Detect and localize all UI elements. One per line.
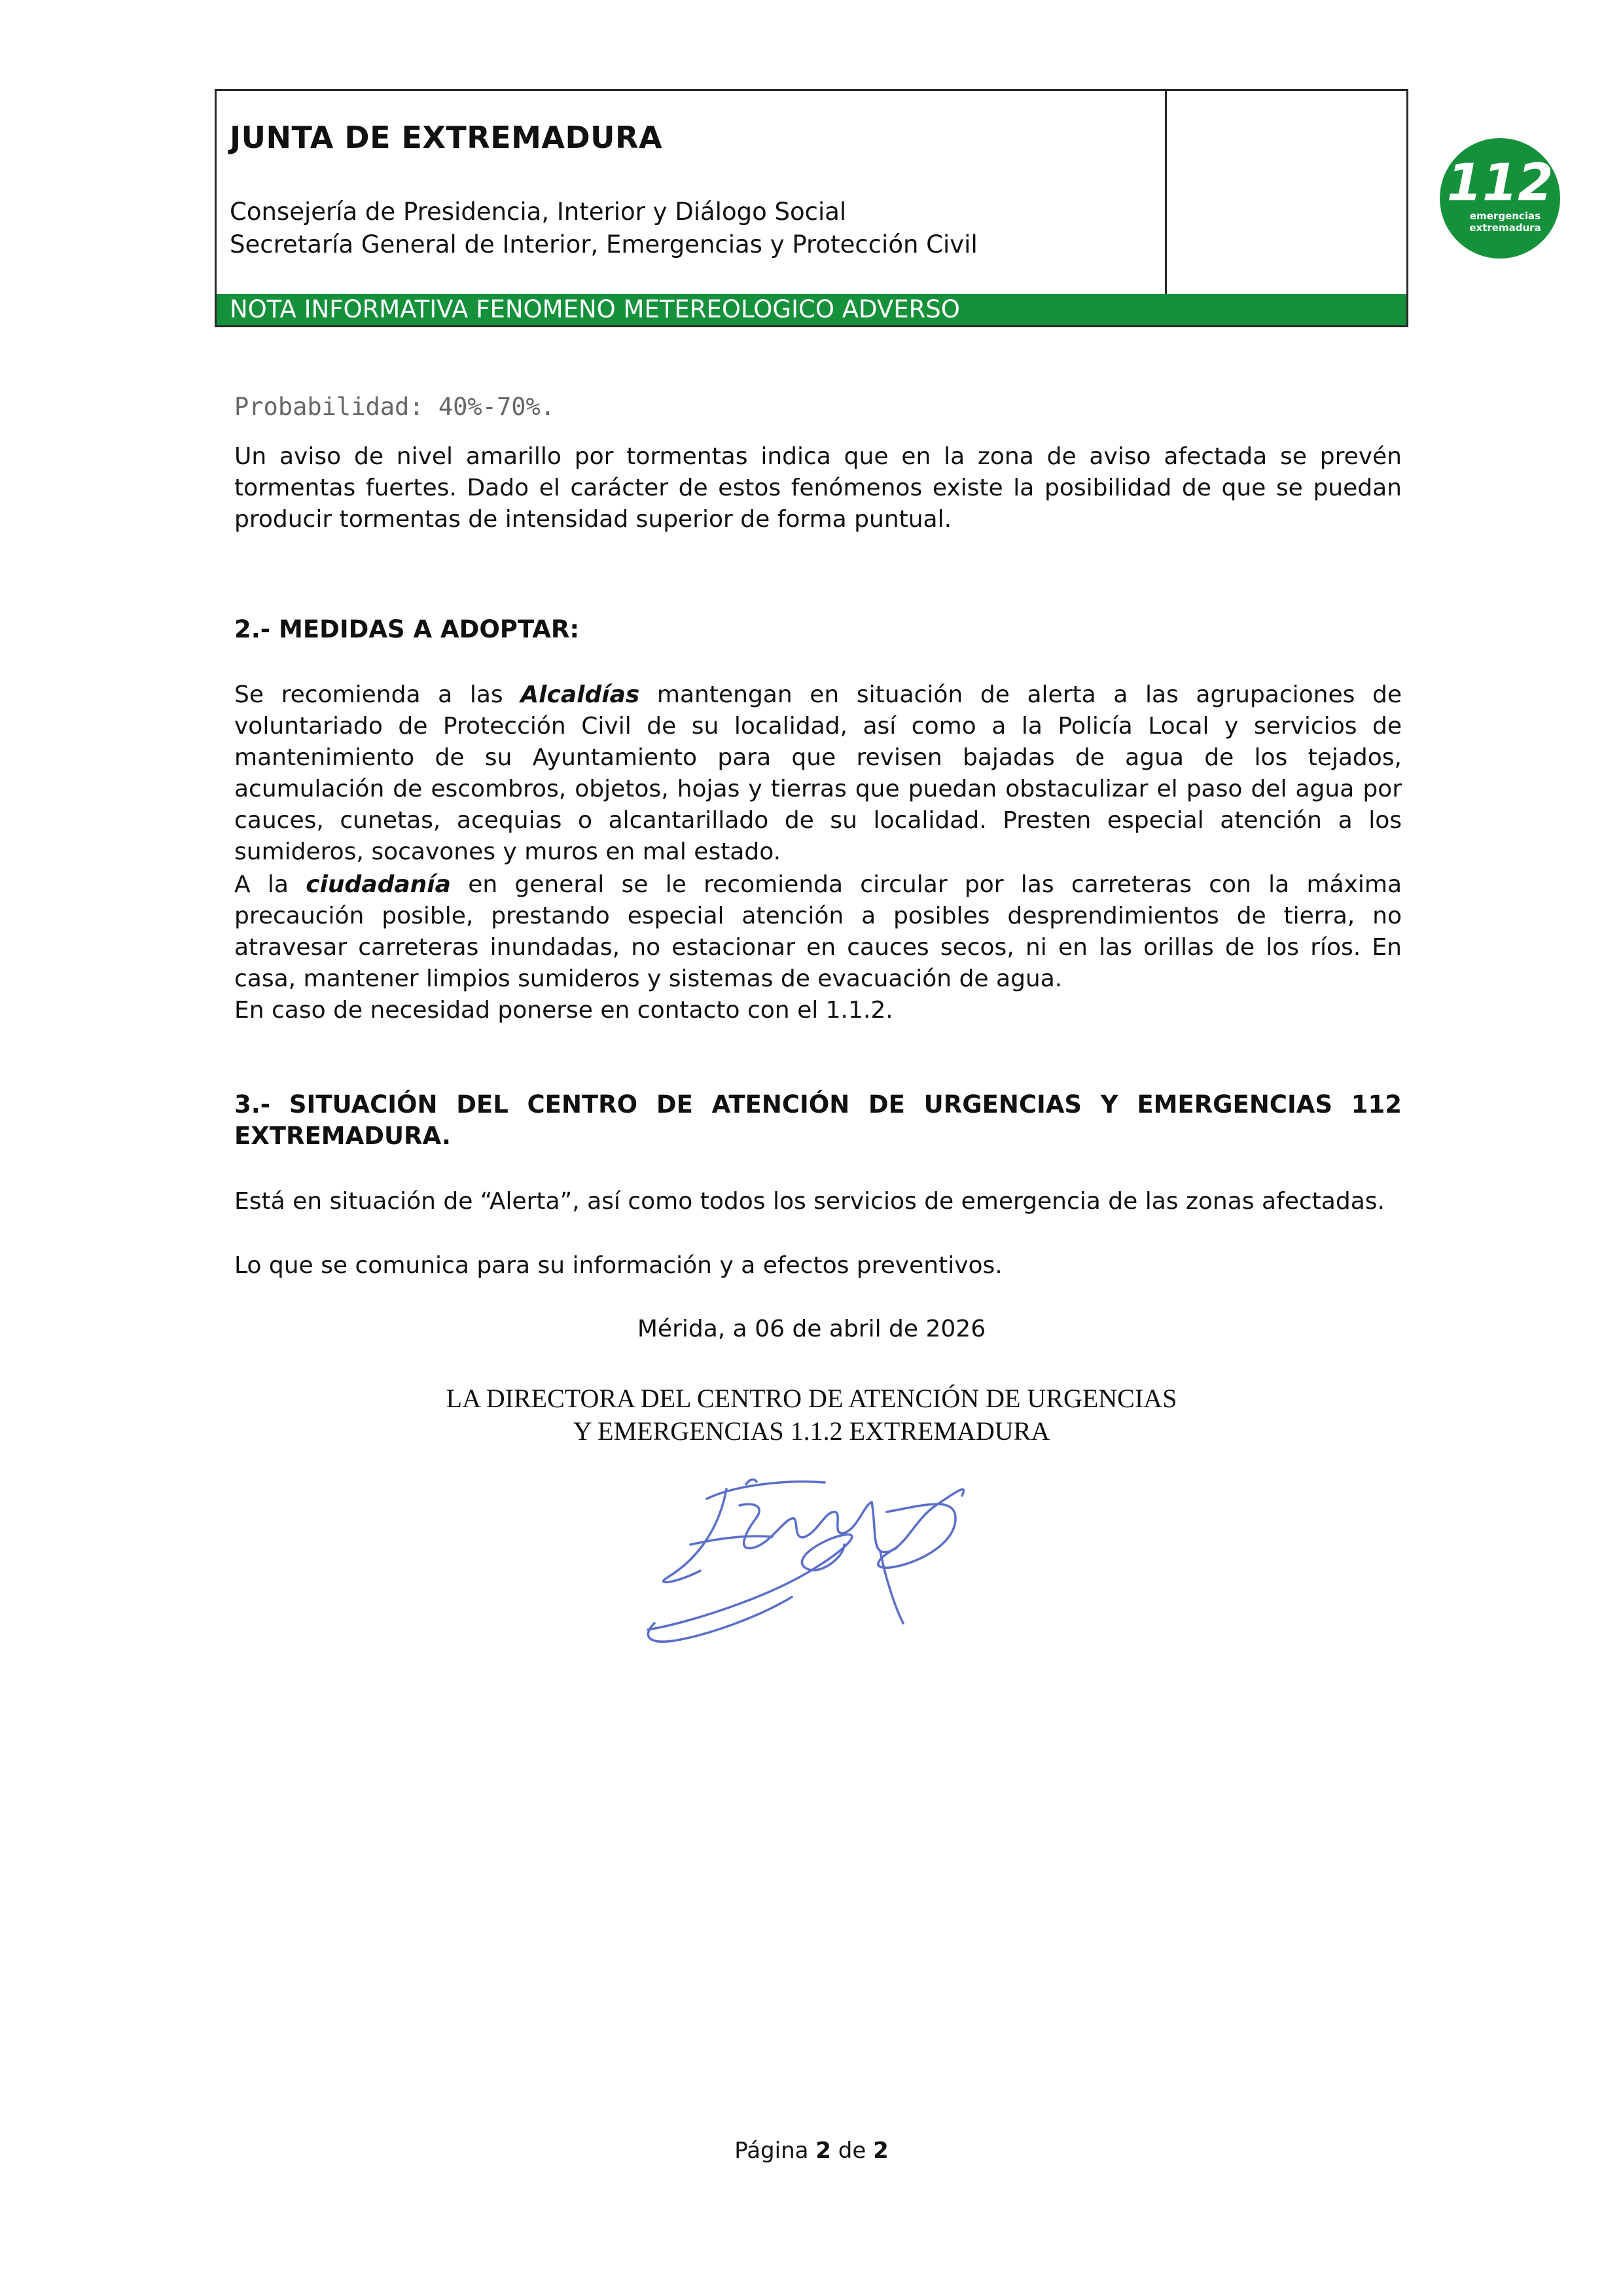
- page-label: Página: [734, 2138, 809, 2164]
- section-2-p1-before: Se recomienda a las: [234, 681, 521, 708]
- section-2-paragraph-1: [234, 679, 1402, 868]
- date-line: Mérida, a 06 de abril de 2026: [637, 1316, 986, 1342]
- section-2-paragraph-2: [234, 869, 1402, 995]
- page-footer: [0, 2138, 1623, 2164]
- header-logo-cell: [1167, 91, 1554, 294]
- signatory-title: [0, 1382, 1623, 1448]
- section-2-title: 2.- MEDIDAS A ADOPTAR:: [234, 615, 580, 643]
- section-2-p2-before: A la: [234, 871, 306, 898]
- signatory-line-1: LA DIRECTORA DEL CENTRO DE ATENCIÓN DE URGENCIAS: [446, 1384, 1177, 1413]
- ciudadania-emphasis: ciudadanía: [306, 871, 451, 898]
- document-type-banner: NOTA INFORMATIVA FENOMENO METEREOLOGICO ADVERSO: [217, 294, 1406, 325]
- logo-line-1: emergencias: [1469, 210, 1541, 222]
- section-2-p2-after: en general se le recomienda circular por las carreteras con la máxima precaución posible, prestando especial atención a posibles desprendimientos de tierra, no atravesar carreteras inundadas, no estacionar en cauces secos, ni en las orillas de los ríos. En casa, mantener limpios sumideros y sistemas de evacuación de agua.: [234, 871, 1402, 992]
- signatory-line-2: Y EMERGENCIAS 1.1.2 EXTREMADURA: [573, 1416, 1050, 1446]
- document-header: [215, 89, 1554, 327]
- emergencias-112-logo: [1440, 138, 1560, 259]
- of-label: de: [838, 2138, 866, 2164]
- section-3-paragraph-2: Lo que se comunica para su información y a efectos preventivos.: [234, 1252, 1003, 1279]
- department-line-1: Consejería de Presidencia, Interior y Diálogo Social: [230, 198, 847, 226]
- page-current: 2: [815, 2138, 831, 2164]
- alcaldias-emphasis: Alcaldías: [520, 681, 640, 708]
- handwritten-signature: [628, 1460, 995, 1656]
- section-2-paragraph-3: En caso de necesidad ponerse en contacto con el 1.1.2.: [234, 997, 893, 1024]
- logo-line-2: extremadura: [1469, 222, 1541, 234]
- section-3-title: 3.- SITUACIÓN DEL CENTRO DE ATENCIÓN DE URGENCIAS Y EMERGENCIAS 112 EXTREMADURA.: [234, 1090, 1402, 1150]
- header-text-cell: [217, 91, 1167, 294]
- warning-paragraph: Un aviso de nivel amarillo por tormentas indica que en la zona de aviso afectada se prevén tormentas fuertes. Dado el carácter de estos fenómenos existe la posibilidad de que se puedan producir tormentas de intensidad superior de forma puntual.: [234, 443, 1402, 533]
- department-block: [230, 196, 978, 261]
- probability-line: Probabilidad: 40%-70%.: [234, 393, 556, 421]
- page-total: 2: [873, 2138, 889, 2164]
- org-title: JUNTA DE EXTREMADURA: [230, 120, 663, 155]
- section-3-paragraph-1: Está en situación de “Alerta”, así como todos los servicios de emergencia de las zonas afectadas.: [234, 1188, 1385, 1215]
- department-line-2: Secretaría General de Interior, Emergencias y Protección Civil: [230, 230, 978, 259]
- section-2-p1-after: mantengan en situación de alerta a las agrupaciones de voluntariado de Protección Civil de su localidad, así como a la Policía Local y servicios de mantenimiento de su Ayuntamiento para que revisen bajadas de agua de los tejados, acumulación de escombros, objetos, hojas y tierras que puedan obstaculizar el paso del agua por cauces, cunetas, acequias o alcantarillado de su localidad. Presten especial atención a los sumideros, socavones y muros en mal estado.: [234, 681, 1402, 865]
- logo-number: 112: [1446, 154, 1554, 213]
